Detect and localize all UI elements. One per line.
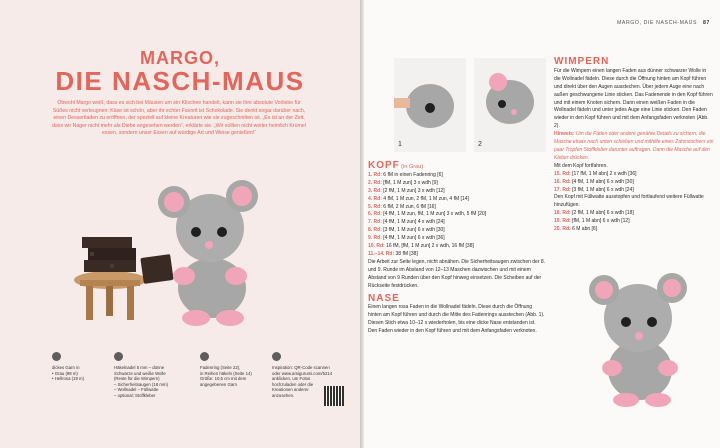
kopf-row: 5. Rd: 6 fM, 2 M zun, 6 fM [16]: [368, 203, 436, 210]
stool-leg: [86, 286, 93, 320]
kopf-row: 18. Rd: [2 fM, 1 M abn] 6 x wdh [18]: [554, 210, 634, 217]
header-title: MARGO, DIE NASCH-MAUS: [616, 20, 698, 26]
info-line: Inspiration: QR-Code scannen: [272, 365, 330, 370]
info-line: • Hellrosa (19 m): [52, 376, 85, 382]
stool-edge: [80, 280, 140, 286]
kopf-row: 3. Rd: [2 fM, 1 M zun] 3 x wdh [12]: [368, 187, 445, 194]
page-number: 87: [703, 20, 710, 26]
hinweis-label: Hinweis:: [554, 131, 575, 138]
mouse-figure: [158, 180, 258, 326]
kopf-row: 4. Rd: 4 fM, 1 M zun, 2 fM, 1 M zun, 4 fM [14]: [368, 195, 469, 202]
intro-text: Obwohl Margo weiß, dass es sich bei Mäusen um ein Klischee handelt, kann sie ihre absolute Vorliebe für Süßes nicht verleugnen: Käse ist schön, aber ihr echter Favorit ist Schokolade. Sie denkt sogar darüber nach, einen Dessertladen zu eröffnen, der speziell auf kleine Kreaturen wie sie zugeschnitten ist. „Es ist an der Zeit, dass wir Nager nicht mehr als Diebe angesehen werden“, erklärte sie. „Wir sollten nicht weiter heimlich Krümel essen, sondern unser Essen auf würdige Art und Weise genießen!“: [52, 100, 306, 137]
info-line: – optional: Stoffkleber: [114, 392, 156, 398]
step-photo-2-image: [474, 58, 546, 152]
qr-code: [324, 386, 344, 406]
nase-title: NASE: [368, 292, 400, 304]
continue-text: Mit dem Kopf fortfahren.: [554, 162, 608, 169]
kopf-section: [368, 162, 546, 336]
info-line: Schwarze und weiße Wolle: [114, 370, 166, 376]
info-line: dickes Garn in: [52, 365, 80, 370]
finished-mouse-photo: [578, 266, 704, 416]
info-line: Häkelnadel 5 mm – dünne: [114, 365, 165, 370]
kopf-row: 8. Rd: [3 fM, 1 M zun] 6 x wdh [30]: [368, 227, 445, 234]
info-technique: [200, 352, 272, 387]
kopf-row: 9. Rd: [4 fM, 1 M zun] 6 x wdh [36]: [368, 235, 445, 242]
wimpern-instructions: Für die Wimpern einen langen Faden aus dünner schwarzer Wolle in die Wollnadel fädeln. Diese durch die Öffnung hinten am Kopf führen und direkt über den Augen ausstechen. Über jedem Auge eine nach außen geschwungene Linie sticken. Das Fadenende in den Kopf führen und mit einem Knoten sichern. Dann einen weißen Faden in die Wollnadel fädeln und unter jedes Auge eine Linie sticken. Den Faden wieder in den Kopf führen und mit dem Anfangsfaden verknoten (Abb. 2).: [554, 67, 713, 130]
title-line-1: MARGO,: [140, 48, 220, 68]
step-photo-1: [394, 58, 466, 152]
hinweis-note: [554, 131, 714, 163]
info-line: Kreationen anderer: [272, 387, 309, 393]
kopf-row: 2. Rd: [fM, 1 M zun] 3 x wdh [9]: [368, 179, 438, 186]
hook-icon: [114, 352, 123, 361]
wimpern-title: WIMPERN: [554, 56, 610, 67]
info-line: anklicken, um Fotos: [272, 376, 311, 382]
kopf-subtitle: (in Grau): [401, 164, 424, 170]
pattern-icon: [200, 352, 209, 361]
stool-leg: [127, 286, 134, 320]
chocolate-stack: [82, 237, 136, 272]
nase-instructions: Einen langen rosa Faden in die Wollnadel fädeln. Diese durch die Öffnung hinten am Kopf führen und durch die Mitte des Fadenrings ausstechen (Abb. 1). Diesen Stich etwa 10–12 x wiederholen, bis eine dicke Nase entstanden ist. Den Faden wieder in den Kopf führen und mit dem Anfangsfaden verknoten.: [368, 304, 545, 335]
kopf-row: 16. Rd: [4 fM, 1 M abn] 6 x wdh [30]: [554, 178, 634, 185]
info-tools: [114, 352, 192, 399]
kopf-row: 10. Rd: 16 fM, [fM, 1 M zun] 2 x wdh, 16 fM [38]: [368, 243, 474, 250]
bulb-icon: [272, 352, 281, 361]
kopf-row: 7. Rd: [4 fM, 1 M zun] 4 x wdh [24]: [368, 219, 445, 226]
kopf-row: 17. Rd: [3 fM, 1 M abn] 6 x wdh [24]: [554, 186, 634, 193]
kopf-row: 11.–14. Rd: 38 fM [38]: [368, 250, 418, 257]
yarn-icon: [52, 352, 61, 361]
wimpern-section: [554, 58, 714, 234]
info-yarn: [52, 352, 112, 382]
title-line-2: DIE NASCH-MAUS: [55, 66, 305, 96]
right-page: [364, 0, 720, 448]
kopf-row: 1. Rd: 6 fM in einen Fadenring [6]: [368, 171, 443, 178]
info-line: hochzuladen oder die: [272, 381, 314, 387]
step-photo-2: [474, 58, 546, 152]
info-line: (Reste für die Wimpern): [114, 376, 160, 382]
info-line: – Wollnadel – Füllwatte: [114, 387, 159, 393]
kopf-row: 20. Rd: 6 M abn [6]: [554, 226, 598, 233]
info-line: oder www.amigurumi.com/5214: [272, 370, 333, 376]
info-line: Fadenring (Seite 22),: [200, 365, 241, 370]
info-line: Größe: 10,5 cm mit dem: [200, 376, 247, 382]
materials-info: [52, 352, 352, 412]
figure-label-2: 2: [478, 141, 482, 148]
kopf-row: 15. Rd: [17 fM, 1 M abn] 2 x wdh [36]: [554, 170, 637, 177]
kopf-title: KOPF: [368, 160, 400, 171]
chocolate-bar: [140, 254, 173, 284]
info-line: angegebenen Garn: [200, 381, 238, 387]
step-photo-1-image: [394, 58, 466, 152]
kopf-instructions: Die Arbeit zur Seite legen, nicht abnähen. Die Sicherheitsaugen zwischen der 8. und 9. Runde im Abstand von 12–13 Maschen dazwischen und mit einem Abstand von 9 Runden über den Kopf hinweg einsetzen. Die Scheiben auf der Rückseite festdrücken.: [368, 258, 546, 289]
figure-label-1: 1: [398, 141, 402, 148]
stuffing-text: Den Kopf mit Füllwatte ausstopfen und fortlaufend weitere Füllwatte hinzufügen.: [554, 194, 704, 209]
info-line: – Sicherheitsaugen (18 mm): [114, 381, 168, 387]
info-line: anzusehen.: [272, 392, 295, 398]
info-line: • Grau (98 m): [52, 370, 78, 376]
stool-leg: [106, 286, 113, 316]
kopf-row: 6. Rd: [4 fM, 1 M zun, fM, 1 M zun] 3 x wdh, 5 fM [20]: [368, 211, 487, 218]
kopf-row: 19. Rd: [fM, 1 M abn] 6 x wdh [12]: [554, 218, 630, 225]
info-line: in Reihen häkeln (Seite 14): [200, 370, 252, 376]
running-header: [617, 20, 710, 26]
main-photo-mouse-with-chocolate: [70, 160, 300, 350]
hinweis-text: Um die Fäden oder andere genähte Details zu sichern, die Masche etwas nach unten schieben und mithilfe eines Zahnstochers ein paar Tropfen Stoffkleber darunter auftragen. Dann die Masche auf den Kleber drücken.: [554, 131, 714, 161]
